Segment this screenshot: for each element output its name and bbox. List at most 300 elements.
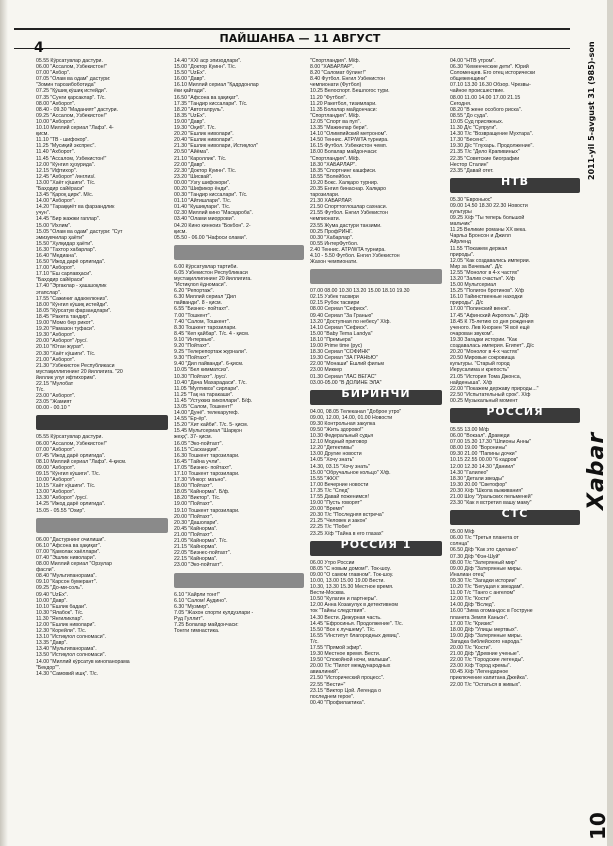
program-listing-line: 17.10 "Ёш сарлавҳаси". xyxy=(36,271,93,278)
program-listing-line: 12.00 12.30 14.30 "Даниил" xyxy=(450,463,516,470)
program-listing-line: 00.20 "Шификор ёнди". xyxy=(174,185,230,192)
program-listing-line: 10.30 Федеральный судья xyxy=(310,433,374,440)
program-listing-line: 02.15 Рубок тасвири xyxy=(310,300,360,307)
channel-logo-label: НТВ xyxy=(500,174,530,188)
program-listing-line: 12.00 Анна Козакулук в детективном xyxy=(310,602,399,609)
program-listing-line: 14.00 "Миллий кўрсатув кинопанорама xyxy=(36,658,130,665)
program-listing-line: 9.20 "Пойтахт". xyxy=(174,343,211,350)
program-listing-line: 15.45 Мультсериал "Шарқон xyxy=(174,428,242,435)
program-listing-line: 20.30 "Дашолари". xyxy=(174,519,219,526)
program-listing-line: 15.00 "Доктор Куинн". Т/с. xyxy=(174,64,237,71)
program-listing-line: 10.00 "Ахборот". xyxy=(36,118,76,125)
program-listing-line: 11.40 "Ахборот". xyxy=(36,149,76,156)
program-listing-line: Тонгги гимнастика. xyxy=(174,628,220,635)
page-title: ПАЙШАНБА — 11 АВГУСТ xyxy=(219,32,381,45)
program-listing-line: 19.20 Бокс. Халқаро турнир. xyxy=(310,179,379,186)
program-listing-line: қисм. xyxy=(174,228,187,235)
program-listing-line: эмизувчилар ҳаёти" xyxy=(36,234,84,241)
program-listing-line: 18.35 "UzEx". xyxy=(174,112,206,119)
program-listing-line: ток "Тайны следствия". xyxy=(310,608,366,615)
program-listing-line: 21.30 ХАБАРЛАР. xyxy=(310,198,353,205)
program-listing-line: 05.55 13.00 М/ф xyxy=(450,426,489,433)
program-listing-line: 02.15 Ўзбек тасвири xyxy=(310,294,359,301)
program-listing-line: 08.00 "Ахборот". xyxy=(36,100,76,107)
program-listing-line: 04.00 "НТВ утром". xyxy=(450,58,496,64)
channel-logo-label: РОССИЯ xyxy=(486,404,544,418)
program-listing-line: 17.40 "Эргаклар - ҳашшоқлик xyxy=(36,283,107,290)
program-listing-line: 18.20 "Виктор". Т/с. xyxy=(174,495,221,502)
program-listing-line: 08.55 "До суда". xyxy=(450,112,489,119)
program-listing-line: 18.00 Болалар майдончаси: xyxy=(310,149,378,156)
program-listing-line: фасли". xyxy=(36,567,55,574)
program-listing-line: 10.00 "Ахборот". xyxy=(36,477,76,484)
program-listing-line: чемпионати (Футбол) xyxy=(310,82,362,89)
program-listing-line: 13.05 "Салом, Тошкент!" xyxy=(174,403,233,410)
program-listing-line: 18.45 "Ракета тандир". xyxy=(36,313,91,320)
program-listing-line: 14.00 "Ахборот". xyxy=(36,198,76,205)
program-listing-line: 18.45 К 75-летию со дня рождения xyxy=(450,318,534,325)
program-listing-line: 17.45 "Афинский Акрополь". Д/ф xyxy=(450,312,529,319)
program-listing-line: 11.25 "Мусиқий экспрес". xyxy=(36,143,96,150)
program-listing-line: 06.10 "Афсона ва ҳақиқат". xyxy=(36,542,102,549)
program-listing-line: 09.00 "Ахборот". xyxy=(36,464,76,471)
program-listing-line: 09.00, 12.00, 14.00, 01.00 Новости xyxy=(310,414,393,421)
program-listing-line: 17.00 "Ахборот". xyxy=(36,265,76,272)
program-listing-line: 11.25 Великие романы XX века. xyxy=(450,227,527,234)
program-listing-line: 00.25 ПрофРИНГ. xyxy=(310,228,353,235)
program-listing-line: 11.45 "Устуккиз хикоялари". Б/ф. xyxy=(174,397,253,404)
program-listing-line: 23.15 "Виктор Цой. Легенда о xyxy=(310,687,382,694)
program-listing-line: 6.05 Ўзбекистон Республикаси xyxy=(174,269,248,276)
program-listing-line: 20.00 Т/с "Кости". xyxy=(450,644,492,651)
program-listing-line: 14.30 "Самовий ишқ". Т/с. xyxy=(36,670,99,677)
program-listing-line: 01.40 "Кушиқлари". Т/с. xyxy=(174,204,231,211)
program-listing-line: создавалась империя. Египет". Д/с xyxy=(450,343,534,350)
program-listing-line: 11.25 "Тақ на таракаши". xyxy=(174,391,234,398)
program-listing-line: 10.30 "Пойтахт". /рус/. xyxy=(174,373,227,380)
program-listing-line: 6.10 "Салом! Аудино". xyxy=(174,597,228,604)
program-listing-line: 08.05 "С новым домом!". Ток-шоу. xyxy=(310,565,391,572)
program-listing-line: 7.25 Болалар майдончаси: xyxy=(174,621,239,628)
tv-column-4 xyxy=(450,58,580,828)
program-listing-line: природы". xyxy=(450,251,475,258)
program-listing-line: 01.10 "Айтишлари". Т/с. xyxy=(174,198,232,205)
program-listing-line: 09.50 "Жить здорово!" xyxy=(310,426,364,433)
program-listing-line: 15.05 - 05.55 "Охир". xyxy=(36,507,86,514)
program-listing-line: 13.10 "Истиқлол солномаси". xyxy=(36,634,106,641)
program-listing-line: 12.00 "Кўнгил ҳузурида". xyxy=(36,161,96,168)
program-listing-line: 21.00 Д/ф "Древние ученые". xyxy=(450,651,520,658)
program-listing-line: йиллик улуғ ифтихорим". xyxy=(36,374,97,381)
program-listing-line: "Зомин тарозибоботида" xyxy=(36,82,96,89)
program-listing-line: 19.20 "Рамазон туфаси". xyxy=(36,326,96,333)
program-listing-line: 20.00 "Пойтахт". xyxy=(174,513,214,520)
program-listing-line: 12.05 "Как создавались империи. xyxy=(450,257,531,264)
program-listing-line: 16.05 "Эко-пойтахт". xyxy=(174,440,223,447)
program-listing-line: 6.00 Кўрсатувлар тартиби. xyxy=(174,263,238,270)
program-listing-line: 07.45 "Ижод дарё орлигида". xyxy=(36,452,106,459)
program-listing-line: жеҳҳ". 37- қисм. xyxy=(174,434,212,441)
program-listing-line: Сегодня. xyxy=(450,100,472,107)
program-listing-line: 22.15 "Мулобат xyxy=(36,380,74,387)
program-listing-line: 07.05 "Олам ва одам" дастури: xyxy=(36,76,111,83)
program-listing-line: 19.00 Д/ф "Затерянные миры. xyxy=(450,632,522,639)
program-listing-line: 18.30 "Детали звезды" xyxy=(450,475,504,482)
program-listing-line: 10.40 "Дача Махарадаси". Т/с. xyxy=(174,379,247,386)
program-listing-line: приключение капитана Джейка". xyxy=(450,675,529,682)
program-listing-line: 15.50 "UzEx". xyxy=(174,70,206,77)
program-listing-line: 10.00 "Давр". xyxy=(36,597,68,604)
program-listing-line: Жахон чемпионати. xyxy=(310,259,358,266)
program-listing-line: 9.10 "Интервью". xyxy=(174,336,215,343)
program-listing-line: 23.05 "Жамият xyxy=(36,399,72,406)
program-listing-line: 11.20 "Футбол". xyxy=(310,94,347,101)
channel-logo xyxy=(450,507,580,525)
program-listing-line: Т/с. xyxy=(36,387,45,394)
program-listing-line: культуры. "Старый город xyxy=(450,361,510,368)
program-listing-line: 22.35 "Советские биографии xyxy=(450,155,520,162)
program-listing-line: 16.30 "Тахтор хабарлар". xyxy=(36,246,97,253)
channel-logo xyxy=(174,245,304,260)
program-listing-line: 9.30 "Пойтахт". xyxy=(174,355,211,362)
channel-logo xyxy=(36,415,168,430)
program-listing-line: 08.10 Миллий сериал "Лафз". 4-қисм. xyxy=(36,458,127,465)
program-listing-line: Иналиан отец" xyxy=(450,571,486,578)
program-listing-line: "Баҳодир сайёраси" xyxy=(36,185,85,192)
program-listing-line: 10.05 "Бел кимматсиз". xyxy=(174,367,230,374)
program-listing-line: 17.35 "Тандир киссалари". Т/с. xyxy=(174,100,248,107)
program-listing-line: этапслар". xyxy=(36,289,62,296)
program-listing-line: 09.15 "Кўнгил кўшиги". Т/с. xyxy=(36,471,101,477)
program-listing-line: 18.00 Д/ф "Улицы мертвых". xyxy=(450,626,518,633)
program-listing-line: 07.40 "Эшлик ниволари". xyxy=(36,554,96,561)
program-listing-line: 14.45 "Бир жажжи гаплар". xyxy=(36,216,101,223)
program-listing-line: 16.10 Миллий сериал "Қадрдонлар xyxy=(174,82,259,89)
program-listing-line: 12.55 "Монолог в 4-х частях" xyxy=(450,269,520,276)
program-listing-line: 13.00 "Ахборот". xyxy=(36,489,76,496)
program-listing-line: Соломенцев. Его отец исторически xyxy=(450,70,536,77)
program-listing-line: мустақиллигининг 20 йиллигига. "20 xyxy=(36,368,123,375)
program-listing-line: 14.25 "Ижод дарё орлигида". xyxy=(36,501,106,508)
program-listing-line: 11.30 Д/с "Супруги". xyxy=(450,125,498,132)
program-listing-line: Мир за Вачевым". Д/с xyxy=(450,263,503,270)
program-listing-line: 09.00 "О самом главном". Ток-шоу. xyxy=(310,571,394,578)
program-listing-line: 10.30, 13.30 15.30 Местное время. xyxy=(310,584,394,591)
program-listing-line: 10.00, 13.00 15.00 19.00 Вести. xyxy=(310,577,385,584)
program-listing-line: 12.10 Модный приговор xyxy=(310,439,368,446)
program-listing-line: 17.00 Вечерние новости xyxy=(310,481,369,488)
program-listing-line: 08.00 11.00 14.00 17.00 21.15 xyxy=(450,94,521,101)
program-listing-line: 14.30 "Галилео" xyxy=(450,469,489,476)
program-listing-line: 23.35 "Давай отет. xyxy=(450,167,494,174)
program-listing-line: 18.30 "ХАБАРЛАР". xyxy=(310,161,357,168)
program-listing-line: 20.35 Енгил бинаснар. Халқаро xyxy=(310,185,387,192)
program-listing-line: 14.30 Вести. Дежурная часть. xyxy=(310,614,382,621)
program-listing-line: 16.50 "Ижод дарё орлигида". xyxy=(36,259,106,266)
program-listing-line: 20.45 "Кайнорма". xyxy=(174,525,218,532)
program-listing-line: 14.05 "Хочу знать" xyxy=(310,457,355,464)
program-listing-line: 15.00 "Baby Tema Landya" xyxy=(310,330,373,337)
tv-column-1 xyxy=(36,58,168,828)
program-listing-line: 23.00 "Ахборот". xyxy=(36,393,76,400)
program-listing-line: 17.00 Т/с "Кризис" xyxy=(450,620,494,627)
channel-logo xyxy=(36,518,168,533)
program-listing-line: 8.30 Тошкент тарозилари. xyxy=(174,324,237,331)
program-listing-line: 18.30 Сериал "СОФИНК" xyxy=(310,349,370,356)
channel-logo-label: РОССИЯ 1 xyxy=(340,537,412,551)
program-listing-line: 23.55 Жума дастури танзими. xyxy=(310,222,382,229)
program-listing-line: 19.30 Сериал "ЗА ГРАНЬЮ" xyxy=(310,355,378,362)
program-listing-line: 12.00 Т/с "Кости" xyxy=(450,596,491,603)
program-listing-line: 13.00 Другие новости xyxy=(310,451,362,458)
program-listing-line: 8.00 "ХАБАРЛАР". xyxy=(310,64,354,71)
program-listing-line: 09.25 Х/ф "Ты теперь большой xyxy=(450,215,525,222)
program-listing-line: 17.55 "Прямой эфир". xyxy=(310,644,363,651)
program-listing-line: 07.35 "Сунги қарсаклар". Т/с. xyxy=(36,94,106,101)
program-listing-line: Руд Гуллит". xyxy=(174,615,204,622)
program-listing-line: 23.25 Х/ф "Тайна в его глазах" xyxy=(310,530,384,537)
program-listing-line: Айрленд xyxy=(450,239,471,246)
program-listing-line: 15.00 "Обручальное кольцо" Х/ф. xyxy=(310,469,391,476)
program-listing-line: 11.00 Т/с "Танго с ангелом" xyxy=(450,590,515,597)
paper-name: Xabar xyxy=(584,431,609,510)
program-listing-line: 09.30 21.00 "Папины дочки" xyxy=(450,451,517,458)
program-listing-line: 07.30 Д/ф "Фэн-Шуй" xyxy=(450,553,501,560)
program-listing-line: 20.00 "Время" xyxy=(310,506,344,513)
program-listing-line: 22.25 Т/с "Побег" xyxy=(310,524,352,531)
program-listing-line: 13.00 "Хаёт кўшиги". Т/с. xyxy=(36,179,96,186)
program-listing-line: 08.00 Т/с "Затерянный мир" xyxy=(450,559,517,566)
program-listing-line: 20.30 Т/с "Последняя встреча" xyxy=(310,512,384,519)
program-listing-line: 19.30 20.00 "Светофор" xyxy=(450,481,507,488)
program-listing-line: 05.50 - 06.00 "Нафоси олами". xyxy=(174,234,248,241)
channel-logo xyxy=(450,404,580,423)
program-listing-line: 6.30 Миллий сериал "Дил xyxy=(174,294,236,301)
program-listing-line: 20.50 Мировые сокровища xyxy=(450,355,515,362)
program-listing-line: 10.05 Суд присяжных. xyxy=(450,118,504,125)
channel-logo-label: БИРИНЧИ xyxy=(341,386,411,400)
program-listing-line: 13.50 "Истиқлол солномаси". xyxy=(36,652,106,659)
page-number-right: 10 xyxy=(586,812,610,840)
program-listing-line: 06.30 "Кеменческие дети". Юрий xyxy=(450,64,529,71)
program-listing-line: 6.55 "Бизнес- пойтахт". xyxy=(174,306,230,313)
program-listing-line: 19.00 "Пойтахт". xyxy=(174,501,214,508)
program-listing-line: 22.50 "Испытательный срок". Х/ф xyxy=(450,391,531,398)
program-listing-line: 00.55 ИнтерФутбол. xyxy=(310,240,359,247)
program-listing-line: 05.55 Кўрсатувлар дастури. xyxy=(36,58,103,64)
program-listing-line: 19.00 "Момо бер рикот". xyxy=(36,320,95,327)
program-listing-line: 09.00 Д/ф "Затерянные миры. xyxy=(450,565,522,572)
program-listing-line: 00.30 "Тандир киссалари". Т/с. xyxy=(174,192,248,199)
program-listing-line: 17.30 "Инкор: маъно". xyxy=(174,477,227,484)
program-listing-line: 09.30 Т/с "Загадки истории" xyxy=(450,577,517,584)
program-listing-line: последнем герое". xyxy=(310,693,355,700)
program-listing-line: 13.45 "Қароқ цирк". М/с. xyxy=(36,192,94,199)
program-listing-line: 19.10 Тошкент тарозилари. xyxy=(174,507,240,514)
program-listing-line: Вести-Москва. xyxy=(310,590,346,597)
program-listing-line: 13.20 "Залив счастья". Х/ф xyxy=(450,276,515,282)
program-listing-line: "Бекдор"". xyxy=(36,664,61,671)
program-listing-line: 07.00 08.00 10.30 13.20 15.00 18.10 19.30 xyxy=(310,288,410,295)
program-listing-line: 10.25 Велоспорт. Бешлогос тури. xyxy=(310,88,390,95)
program-listing-line: 00.40 "Профилактика". xyxy=(310,699,365,706)
program-listing-line: 03.40 "Олами миоррови". xyxy=(174,216,235,223)
program-listing-line: 6.20 "Репортаж". xyxy=(174,288,214,295)
program-listing-line: планета Земля Каньон". xyxy=(450,614,509,621)
program-listing-line: 7.00 "Тошкент". xyxy=(174,312,211,319)
program-listing-line: 09.40 Сериал "За Гранью" xyxy=(310,312,374,319)
program-listing-line: 17.00 "Полинский венок". xyxy=(450,306,511,313)
program-listing-line: 2.40 Теннис. ATP/WTA турнира. xyxy=(310,246,386,253)
program-listing-line: 08.00 19.00 "Воронины" xyxy=(450,445,507,452)
program-listing-line: 17.10 Тошкент тарозилари. xyxy=(174,471,240,477)
program-listing-line: 10.10 Миллий сериал "Лафз". 4- xyxy=(36,125,114,132)
program-listing-line: очарован звуком". xyxy=(450,330,494,337)
program-listing-line: 8.20 "Саломат бўлинг!" xyxy=(310,70,366,77)
program-listing-line: 14.00 Д/ф "Вслед". xyxy=(450,602,496,609)
program-listing-line: 00.00 "Ўзгу шифокори". xyxy=(174,179,231,186)
program-listing-line: 16.10 Тайинственные находки xyxy=(450,294,523,301)
program-listing-line: қисм. xyxy=(36,131,49,138)
program-listing-line: ученого. Лев Кнорзен "Я всё ещё xyxy=(450,324,530,331)
program-listing-line: 21.50 Спорттоглошлар сахнаси. xyxy=(310,204,388,211)
program-listing-line: мальчик" xyxy=(450,221,472,228)
program-listing-line: 09.30 Контрольная закупка xyxy=(310,420,376,427)
program-listing-line: 18.35 "Спортнинг кашфиси. xyxy=(310,167,377,174)
program-listing-line: "Спортландия". М/ф. xyxy=(310,155,361,162)
program-listing-line: 19.50 "Спокойной ночи, малыши". xyxy=(310,657,392,664)
program-listing-line: 16.55 "Институт благородных девиц". xyxy=(310,632,401,639)
program-listing-line: 06.00 "Ассалом, Ўзбекистон!" xyxy=(36,440,107,447)
program-listing-line: 05.30 "Евроньюс" xyxy=(450,196,493,203)
program-listing-line: Чарльз Бронсон и Джилл xyxy=(450,233,511,240)
program-listing-line: 12.45 "Ахборот" /инглиз/. xyxy=(36,173,96,180)
program-listing-line: 08.40 "Мультипанорама". xyxy=(36,573,97,580)
program-listing-line: 17.35 Т/с "След" xyxy=(310,487,350,494)
program-listing-line: 14.50 Теннис. ATP/WTA турнира. xyxy=(310,137,389,144)
program-listing-line: 15.05 "Олам ва одам" дастури: "Сут xyxy=(36,228,123,235)
program-listing-line: 20.50 "Айёма". xyxy=(174,149,210,156)
program-listing-line: 19.30 Загадки истории. "Как xyxy=(450,336,518,343)
program-listing-line: 02.30 Миллий кино "Масқароба". xyxy=(174,210,253,217)
program-listing-line: 16.15 Футбол. Ўзбекистон чемп. xyxy=(310,143,388,150)
program-listing-line: "Спортландия". М/ф. xyxy=(310,58,361,64)
program-listing-line: 19.30 "Ахборот". xyxy=(36,332,76,339)
program-listing-line: чемпионати. xyxy=(310,216,341,223)
program-listing-line: 17.30 "Бесенс". xyxy=(450,137,487,144)
program-listing-line: 16.00 "Зима огомандос в Гоструне xyxy=(450,608,533,615)
program-listing-line: авиалиний". xyxy=(310,669,340,676)
program-listing-line: 20.10 "Ютан журат". xyxy=(36,344,85,351)
program-listing-line: 16.15 "Саскандия". xyxy=(174,446,220,453)
program-listing-line: 07.00 "Қамолак хаёллари". xyxy=(36,548,101,555)
program-listing-line: 21.50 "Исторический процесс". xyxy=(310,675,385,682)
program-listing-line: 08.40 - 09.30 "Маданият" дастури. xyxy=(36,106,118,113)
program-listing-line: 15.00 "Ихлим". xyxy=(36,222,72,229)
program-listing-line: 21.05 "Кайнорма". Т/с. xyxy=(174,538,228,545)
program-listing-line: ёки қайтади". xyxy=(174,88,206,95)
program-listing-line: 14.10 Сериал "Сефиск". xyxy=(310,324,368,331)
program-listing-line: 09.25 "Ассалом, Ўзбекистон!" xyxy=(36,112,107,119)
program-listing-line: 10.30 "Ялабок". Т/с. xyxy=(36,609,84,616)
program-listing-line: 16.40 "Медиана". xyxy=(36,253,78,259)
program-listing-line: 05.00 М/ф xyxy=(450,529,475,536)
program-listing-line: 10.15 "Хаёт кўшиги". Т/с. xyxy=(36,483,96,490)
program-listing-line: 18.10 "Премьера" xyxy=(310,336,353,343)
program-listing-line: 22.15 "Кайнорма". xyxy=(174,556,218,563)
program-listing-line: 22.00 "Покажем державу природы..." xyxy=(450,385,539,392)
program-listing-line: культуры xyxy=(450,208,472,215)
program-listing-line: 08.20 "В жене особого риска". xyxy=(450,106,523,113)
program-listing-line: 22.00 "Монаши" Ёшлий фильм xyxy=(310,361,384,368)
program-listing-line: 22.05 "Бизнес-пойтахт". xyxy=(174,550,232,557)
program-listing-line: 05.55 Кўрсатувлар дастури. xyxy=(36,434,103,441)
program-listing-line: 18.20 "Автоталруль". xyxy=(174,106,225,113)
program-listing-line: 19.00 "Пусть говорят" xyxy=(310,500,362,507)
program-listing-line: 19.30 "Оқиб". Т/с. xyxy=(174,125,216,132)
program-listing-line: 17.05 "Бизнес- пойтахт". xyxy=(174,464,233,471)
program-listing-line: 07.25 "Қўшиқ кўшиқ истейди". xyxy=(36,88,108,95)
program-listing-line: 07.10 13.30 16.30 Обзор. Чрезвы- xyxy=(450,82,531,89)
program-listing-line: 06.00 Утро России xyxy=(310,559,355,566)
program-listing-line: 03.00-05.00 "В ДОЛИНЕ ЭЛА" xyxy=(310,379,382,386)
program-listing-line: 21.00 "Пойтахт". xyxy=(174,531,214,538)
program-listing-line: 20.30 Х/ф "Школа выживания" xyxy=(450,487,523,494)
program-listing-line: 10.50 "Кулагин и партнеры". xyxy=(310,596,378,603)
program-listing-line: 13.20 "Доступная по небесу" Х/ф. xyxy=(310,318,391,325)
program-listing-line: 07.00 15.30 17.30 "Шпионы Анны" xyxy=(450,439,532,446)
program-listing-line: 14.30, 03.15 "Хочу знать" xyxy=(310,463,370,470)
program-listing-line: 14.00 "Дунё". телекаругеф. xyxy=(174,410,239,417)
program-listing-line: 09.00 14.50 18.30 22.30 Новости xyxy=(450,202,528,209)
program-listing-line: 18.00 "Пойтахт". xyxy=(174,483,214,490)
program-listing-line: 04.00, 08.05 Телеканал "Доброе утро" xyxy=(310,408,402,415)
program-listing-line: 19.30 Д/с "Глухарь. Продолжение". xyxy=(450,143,534,150)
program-listing-line: "Баҳодир сайёраси" xyxy=(36,277,85,284)
program-listing-line: 23.20 "Шисвай". xyxy=(174,173,213,180)
program-listing-line: 8.45 "Кеп қайбар". Т/с. 4 - қисм. xyxy=(174,330,250,337)
program-listing-line: 21.00 Шоу "Уральских пельменей" xyxy=(450,494,533,500)
program-listing-line: 12.20 "Детективы" xyxy=(310,445,354,452)
program-listing-line: Т/с. xyxy=(310,638,319,645)
program-listing-line: 21.30 "Ўзбекистон Республикаси xyxy=(36,362,115,369)
program-listing-line: 06.00 "Ассалом, Ўзбекистон!" xyxy=(36,64,107,71)
program-listing-line: 18.00 "Кўнгил кўшиқ истейди". xyxy=(36,301,109,308)
program-listing-line: 20.20 "Монолог в 4-х частях" xyxy=(450,349,520,356)
program-listing-line: 7.05 "Жахон спорти кулдузлари - xyxy=(174,609,254,616)
program-listing-line: 07.00 "Ахбор". xyxy=(36,70,71,77)
program-listing-line: 23.00 Х/ф "Город кремы". xyxy=(450,663,511,670)
program-listing-line: 15.50 "Хулқидар ҳаёти". xyxy=(36,240,94,247)
program-listing-line: 6.10 "Хайрли тонг!" xyxy=(174,591,220,598)
program-listing-line: 15.20 "Хит кайби". Т/с. 5- қисм. xyxy=(174,422,249,429)
program-listing-line: пайванди". 8 - қисм. xyxy=(174,300,222,307)
program-listing-line: 14.45 "Ефросинья. Продолжение". Т/с. xyxy=(310,620,404,627)
program-listing-line: 18.05 "Кайнорма". Б/ф. xyxy=(174,489,230,496)
program-listing-line: 06.00 Т/с "Третья планета от xyxy=(450,535,519,542)
program-listing-line: 9.40 "Дил пайванди". 6-қисм. xyxy=(174,361,244,368)
program-listing-line: мустақиллигининг 20 йиллигига. xyxy=(174,276,252,282)
program-listing-line: 16.45 "Тайна учли". xyxy=(174,458,221,465)
program-listing-line: 09.40 "UzEx". xyxy=(36,591,68,598)
program-listing-line: 22.00 "Давр". xyxy=(174,161,206,168)
program-listing-line: 09.25 "До-ми-соль". xyxy=(36,585,84,592)
program-listing-line: 10.10 "Ёшлик бадаи". xyxy=(36,603,88,610)
program-listing-line: 11.10 "ТВ - шифокор". xyxy=(36,137,89,144)
program-listing-line: 20.20 "Ёшлик ниволари". xyxy=(174,131,234,138)
program-listing-line: 09.10 "Карсон бумерант". xyxy=(36,579,98,586)
program-listing-line: 12.05 "Спорт ва пул". xyxy=(310,118,361,125)
